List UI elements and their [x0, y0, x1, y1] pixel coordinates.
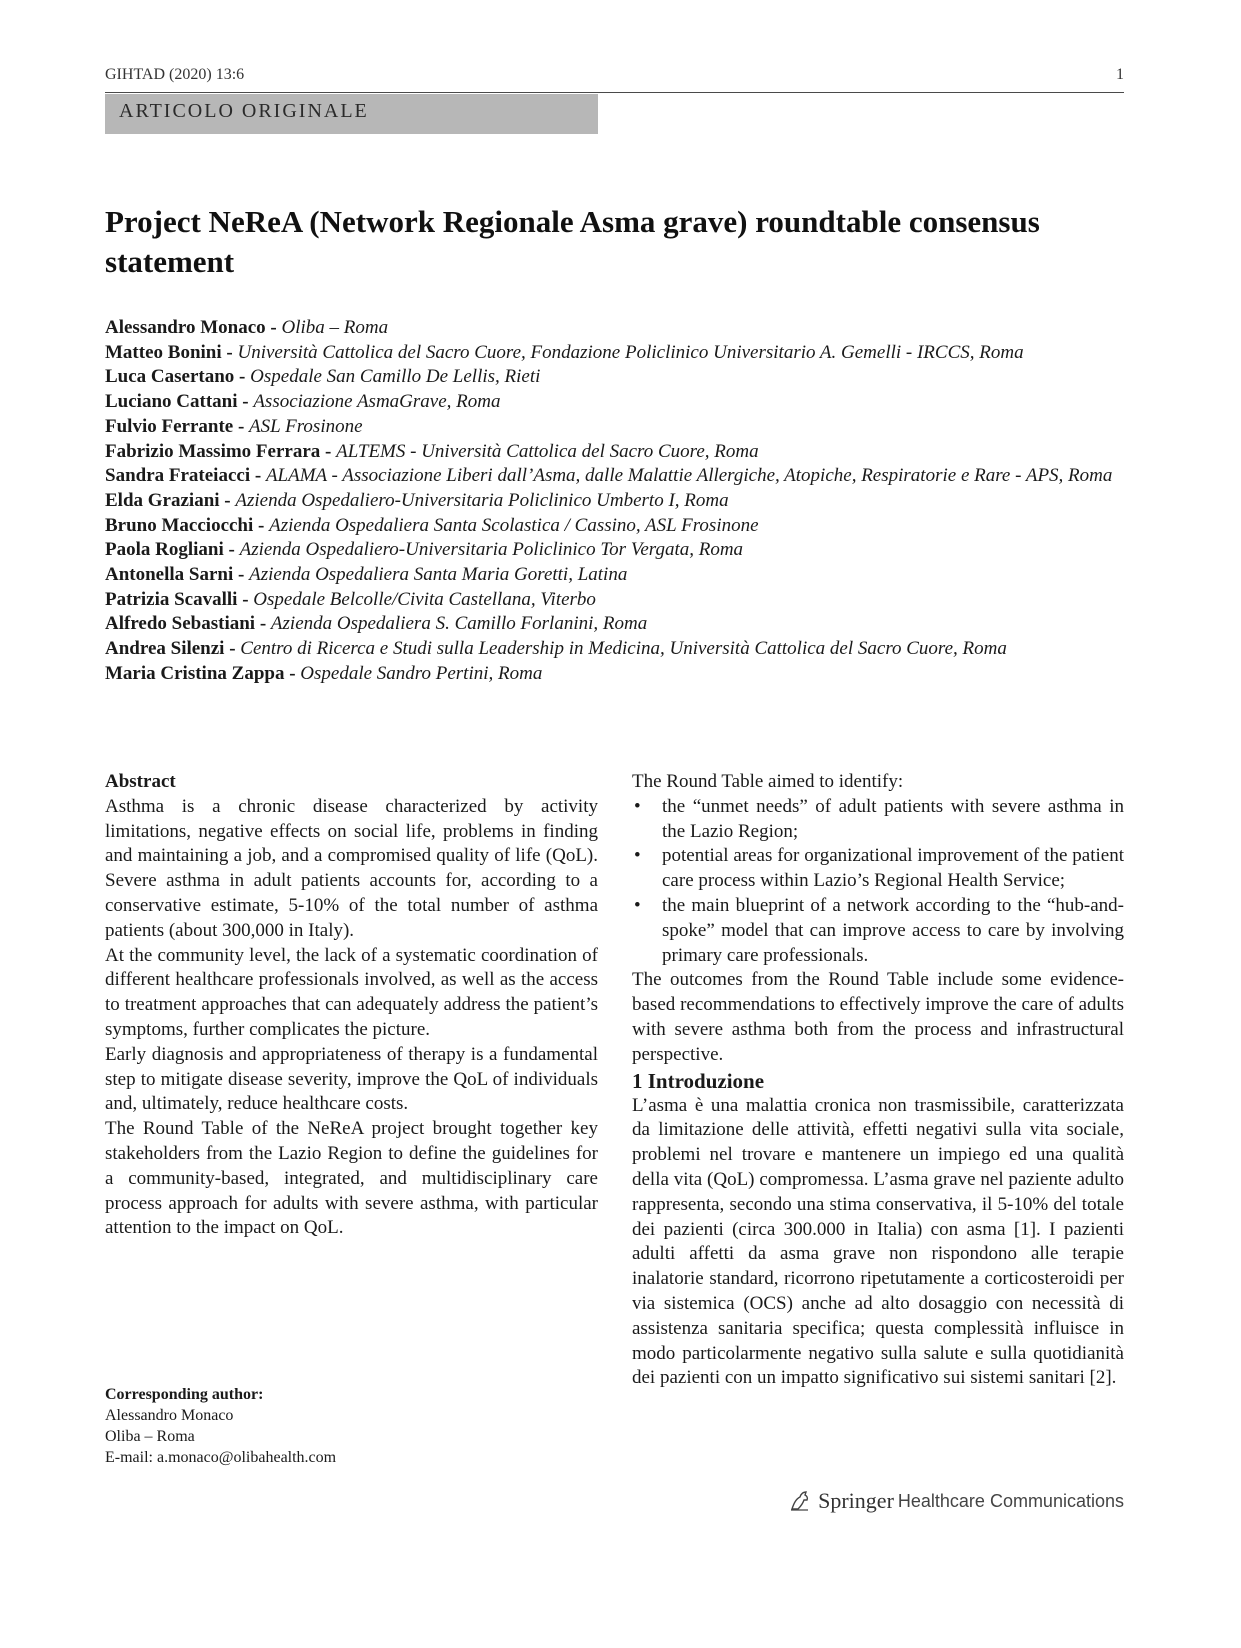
author-name: Patrizia Scavalli - — [105, 588, 249, 610]
abstract-paragraph: Asthma is a chronic disease characterized by activity limitations, negative effects on social life, problems in finding and maintaining a job, and a compromised quality of life (QoL). Severe asthma in adult patients accounts for, according to a conservative estimate, 5-10% of the total number of asthma patients (about 300,000 in Italy). — [105, 795, 598, 941]
author-entry — [105, 563, 1124, 588]
author-affiliation: Azienda Ospedaliera Santa Maria Goretti, Latina — [249, 564, 628, 586]
right-column — [632, 770, 1124, 1391]
author-entry — [105, 514, 1124, 539]
author-affiliation: ALAMA - Associazione Liberi dall’Asma, dalle Malattie Allergiche, Atopiche, Respiratorie e Rare - APS, Roma — [265, 465, 1113, 487]
section-label-band — [105, 94, 598, 134]
author-affiliation: Azienda Ospedaliero-Universitaria Policlinico Umberto I, Roma — [235, 489, 729, 511]
author-affiliation: ASL Frosinone — [249, 415, 363, 437]
author-affiliation: Azienda Ospedaliera S. Camillo Forlanini, Roma — [270, 613, 648, 635]
bullet-icon: • — [634, 845, 641, 867]
author-entry — [105, 440, 1124, 465]
author-affiliation: ALTEMS - Università Cattolica del Sacro Cuore, Roma — [336, 440, 759, 462]
author-name: Elda Graziani - — [105, 489, 231, 511]
abstract-paragraph: At the community level, the lack of a systematic coordination of different healthcare professionals involved, as well as the access to treatment approaches that can adequately address the patient’s symptoms, further complicates the picture. — [105, 944, 598, 1040]
abstract-paragraph: The Round Table of the NeReA project brought together key stakeholders from the Lazio Region to define the guidelines for a community-based, integrated, and multidisciplinary care process approach for adults with severe asthma, with particular attention to the impact on QoL. — [105, 1118, 598, 1239]
publisher-division: Healthcare Communications — [897, 1490, 1124, 1511]
corresponding-author-name: Alessandro Monaco — [105, 1407, 234, 1424]
publisher-logo — [788, 1488, 1124, 1514]
author-entry — [105, 637, 1124, 662]
list-item — [632, 795, 1124, 845]
author-affiliation: Ospedale Sandro Pertini, Roma — [300, 662, 543, 684]
list-item-text: the “unmet needs” of adult patients with severe asthma in the Lazio Region; — [662, 795, 1124, 842]
bullet-icon: • — [634, 795, 641, 817]
author-name: Matteo Bonini - — [105, 341, 233, 363]
list-item-text: potential areas for organizational improvement of the patient care process within Lazio’s Regional Health Service; — [662, 845, 1124, 892]
author-entry — [105, 662, 1124, 687]
abstract-paragraph: Early diagnosis and appropriateness of therapy is a fundamental step to mitigate disease severity, improve the QoL of individuals and, ultimately, reduce healthcare costs. — [105, 1043, 598, 1115]
author-name: Fulvio Ferrante - — [105, 415, 245, 437]
header-rule — [105, 92, 1124, 93]
corresponding-author-label: Corresponding author: — [105, 1386, 264, 1403]
corresponding-author-email[interactable]: E-mail: a.monaco@olibahealth.com — [105, 1449, 337, 1466]
author-name: Antonella Sarni - — [105, 564, 245, 586]
list-item — [632, 844, 1124, 894]
journal-reference: GIHTAD (2020) 13:6 — [105, 66, 245, 83]
corresponding-author-block — [105, 1384, 598, 1468]
round-table-intro: The Round Table aimed to identify: — [632, 771, 904, 792]
author-affiliation: Ospedale San Camillo De Lellis, Rieti — [250, 366, 541, 388]
author-entry — [105, 464, 1124, 489]
author-entry — [105, 365, 1124, 390]
section-label: ARTICOLO ORIGINALE — [119, 100, 369, 122]
author-name: Luca Casertano - — [105, 366, 246, 388]
author-name: Maria Cristina Zappa - — [105, 662, 296, 684]
publisher-brand: Springer — [818, 1488, 894, 1513]
author-entry — [105, 489, 1124, 514]
list-item — [632, 894, 1124, 968]
running-header — [105, 66, 1124, 84]
author-name: Alfredo Sebastiani - — [105, 613, 267, 635]
author-name: Luciano Cattani - — [105, 391, 249, 413]
author-entry — [105, 415, 1124, 440]
author-entry — [105, 316, 1124, 341]
author-name: Paola Rogliani - — [105, 539, 235, 561]
author-name: Alessandro Monaco - — [105, 317, 277, 338]
author-list — [105, 316, 1124, 687]
author-name: Sandra Frateiacci - — [105, 465, 262, 487]
author-affiliation: Oliba – Roma — [281, 317, 389, 338]
author-affiliation: Ospedale Belcolle/Civita Castellana, Viterbo — [253, 588, 596, 610]
author-entry — [105, 612, 1124, 637]
abstract-heading: Abstract — [105, 771, 176, 792]
author-entry — [105, 538, 1124, 563]
author-entry — [105, 588, 1124, 613]
page-number: 1 — [1116, 66, 1124, 83]
article-title: Project NeReA (Network Regionale Asma grave) roundtable consensus statement — [105, 204, 1040, 279]
author-entry — [105, 390, 1124, 415]
bullet-icon: • — [634, 894, 641, 916]
list-item-text: the main blueprint of a network according to the “hub-and-spoke” model that can improve access to care by involving primary care professionals. — [662, 894, 1124, 966]
outcomes-paragraph: The outcomes from the Round Table include some evidence-based recommendations to effectively improve the care of adults with severe asthma both from the process and infrastructural perspective. — [632, 969, 1124, 1065]
springer-horse-icon — [788, 1489, 812, 1513]
author-affiliation: Centro di Ricerca e Studi sulla Leadership in Medicina, Università Cattolica del Sacro Cuore, Roma — [240, 638, 1007, 660]
author-name: Fabrizio Massimo Ferrara - — [105, 440, 332, 462]
corresponding-author-affiliation: Oliba – Roma — [105, 1428, 195, 1445]
aims-list — [632, 795, 1124, 969]
author-entry — [105, 341, 1124, 366]
author-affiliation: Associazione AsmaGrave, Roma — [253, 391, 501, 413]
introduction-paragraph: L’asma è una malattia cronica non trasmissibile, caratterizzata da limitazione delle attività, effetti negativi sulla vita sociale, problemi nel trovare e mantenere un impiego ed una qualità della vita (QoL) compromessa. L’asma grave nel paziente adulto rappresenta, secondo una stima conservativa, il 5-10% del totale dei pazienti (circa 300.000 in Italia) con asma [1]. I pazienti adulti affetti da asma grave non rispondono alle terapie inalatorie standard, ricorrono ripetutamente a corticosteroidi per via sistemica (OCS) anche ad alto dosaggio con necessità di assistenza sanitaria specifica; questa complessità influisce in modo particolarmente negativo sulla salute e sulla quotidianità dei pazienti con un impatto significativo sui sistemi sanitari [2]. — [632, 1094, 1124, 1389]
author-name: Bruno Macciocchi - — [105, 514, 265, 536]
author-affiliation: Azienda Ospedaliero-Universitaria Policlinico Tor Vergata, Roma — [239, 539, 744, 561]
abstract-column — [105, 770, 598, 1241]
author-affiliation: Azienda Ospedaliera Santa Scolastica / Cassino, ASL Frosinone — [269, 514, 759, 536]
author-name: Andrea Silenzi - — [105, 638, 236, 660]
author-affiliation: Università Cattolica del Sacro Cuore, Fondazione Policlinico Universitario A. Gemelli - IRCCS, Roma — [237, 341, 1024, 363]
section-heading-introduzione: 1 Introduzione — [632, 1068, 765, 1093]
